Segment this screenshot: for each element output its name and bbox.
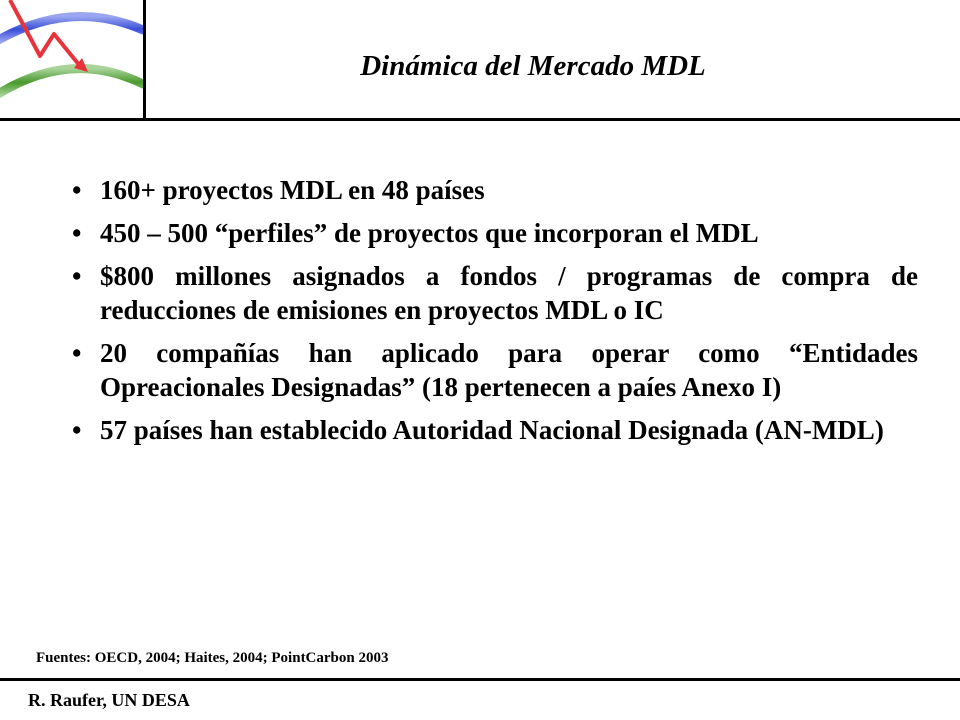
bullet-marker: • <box>72 175 82 205</box>
bullet-marker: • <box>72 415 82 445</box>
author-credit: R. Raufer, UN DESA <box>28 690 190 710</box>
bullet-text: 57 países han establecido Autoridad Nacional Designada (AN-MDL) <box>100 415 884 445</box>
bullet-item <box>70 173 918 207</box>
bullet-text: $800 millones asignados a fondos / programas de compra de reducciones de emisiones en proyectos MDL o IC <box>100 261 918 325</box>
bullet-text: 160+ proyectos MDL en 48 países <box>100 175 485 205</box>
bullet-item <box>70 259 918 327</box>
sources-note: Fuentes: OECD, 2004; Haites, 2004; PointCarbon 2003 <box>36 650 389 666</box>
bullet-marker: • <box>72 338 82 368</box>
bullet-list <box>70 173 918 456</box>
bullet-item <box>70 413 918 447</box>
bullet-item <box>70 216 918 250</box>
footer-rule <box>0 678 960 681</box>
climate-trend-logo-icon <box>0 0 146 120</box>
green-arc <box>0 69 143 96</box>
bullet-marker: • <box>72 261 82 291</box>
bullet-marker: • <box>72 218 82 248</box>
bullet-text: 20 compañías han aplicado para operar como “Entidades Opreacionales Designadas” (18 pertenecen a paíes Anexo I) <box>100 338 918 402</box>
bullet-item <box>70 336 918 404</box>
bullet-text: 450 – 500 “perfiles” de proyectos que incorporan el MDL <box>100 218 759 248</box>
slide-title: Dinámica del Mercado MDL <box>360 50 706 82</box>
header-rule <box>0 118 960 121</box>
